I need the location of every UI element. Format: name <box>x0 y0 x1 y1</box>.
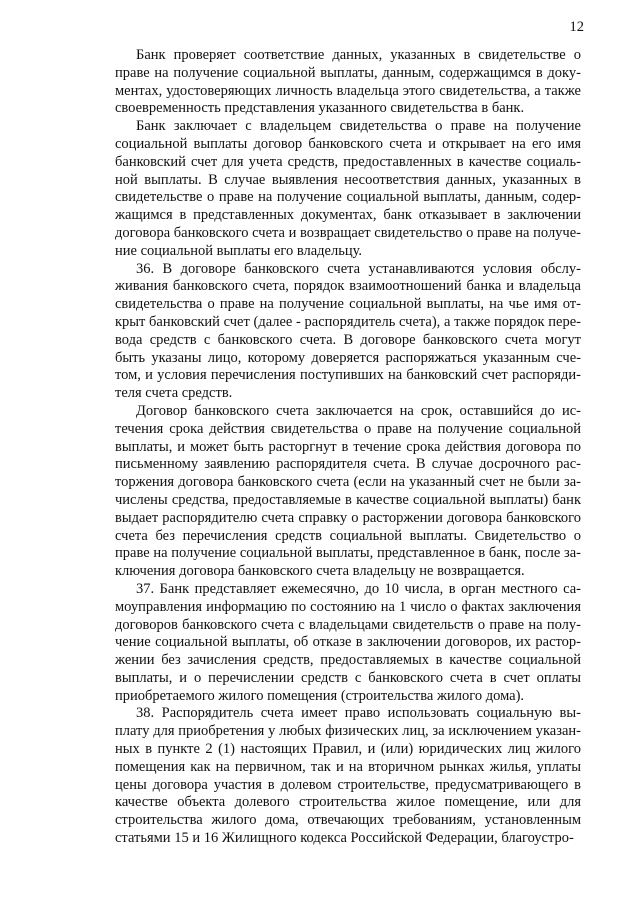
paragraph-36-account-conditions: 36. В договоре банковского счета устанавливаются условия обслуживания банковского счета, порядок взаимоотношений банка и владельца свидетельства о праве на получение социальной выплаты, на чье имя открыт банковский счет (далее - распорядитель счета), а также порядок перевода средств с банковского счета. В договоре банковского счета могут быть указаны лицо, которому доверяется распоряжаться указанным счетом, и условия перечисления поступивших на банковский счет распорядителя счета средств. <box>115 260 581 402</box>
paragraph-bank-account-agreement: Банк заключает с владельцем свидетельства о праве на получение социальной выплаты договор банковского счета и открывает на его имя банковский счет для учета средств, предоставленных в качестве социальной выплаты. В случае выявления несоответствия данных, указанных в свидетельстве о праве на получение социальной выплаты, данным, содержащимся в представленных документах, банк отказывает в заключении договора банковского счета и возвращает свидетельство о праве на получение социальной выплаты его владельцу. <box>115 118 581 259</box>
paragraph-38-account-holder-rights: 38. Распорядитель счета имеет право использовать социальную выплату для приобретения у любых физических лиц, за исключением указанных в пункте 2 (1) настоящих Правил, и (или) юридических лиц жилого помещения как на первичном, так и на вторичном рынках жилья, уплаты цены договора участия в долевом строительстве, предусматривающего в качестве объекта долевого строительства жилое помещение, или для строительства жилого дома, отвечающих требованиям, установленным статьями 15 и 16 Жилищного кодекса Российской Федерации, благоустро- <box>115 705 581 847</box>
paragraph-bank-verifies-data: Банк проверяет соответствие данных, указанных в свидетельстве о праве на получение социальной выплаты, данным, содержащимся в документах, удостоверяющих личность владельца этого свидетельства, а также своевременность представления указанного свидетельства в банк. <box>115 47 581 117</box>
page-number: 12 <box>569 19 584 35</box>
document-body <box>115 47 581 848</box>
paragraph-37-monthly-report: 37. Банк представляет ежемесячно, до 10 числа, в орган местного самоуправления информацию по состоянию на 1 число о фактах заключения договоров банковского счета с владельцами свидетельств о праве на получение социальной выплаты, об отказе в заключении договоров, их расторжении без зачисления средств, предоставляемых в качестве социальной выплаты, и о перечислении средств с банковского счета в счет оплаты приобретаемого жилого помещения (строительства жилого дома). <box>115 580 581 704</box>
paragraph-agreement-term: Договор банковского счета заключается на срок, оставшийся до истечения срока действия свидетельства о праве на получение социальной выплаты, и может быть расторгнут в течение срока действия договора по письменному заявлению распорядителя счета. В случае досрочного расторжения договора банковского счета (если на указанный счет не были зачислены средства, предоставляемые в качестве социальной выплаты) банк выдает распорядителю счета справку о расторжении договора банковского счета без перечисления средств социальной выплаты. Свидетельство о праве на получение социальной выплаты, представленное в банк, после заключения договора банковского счета владельцу не возвращается. <box>115 402 581 580</box>
